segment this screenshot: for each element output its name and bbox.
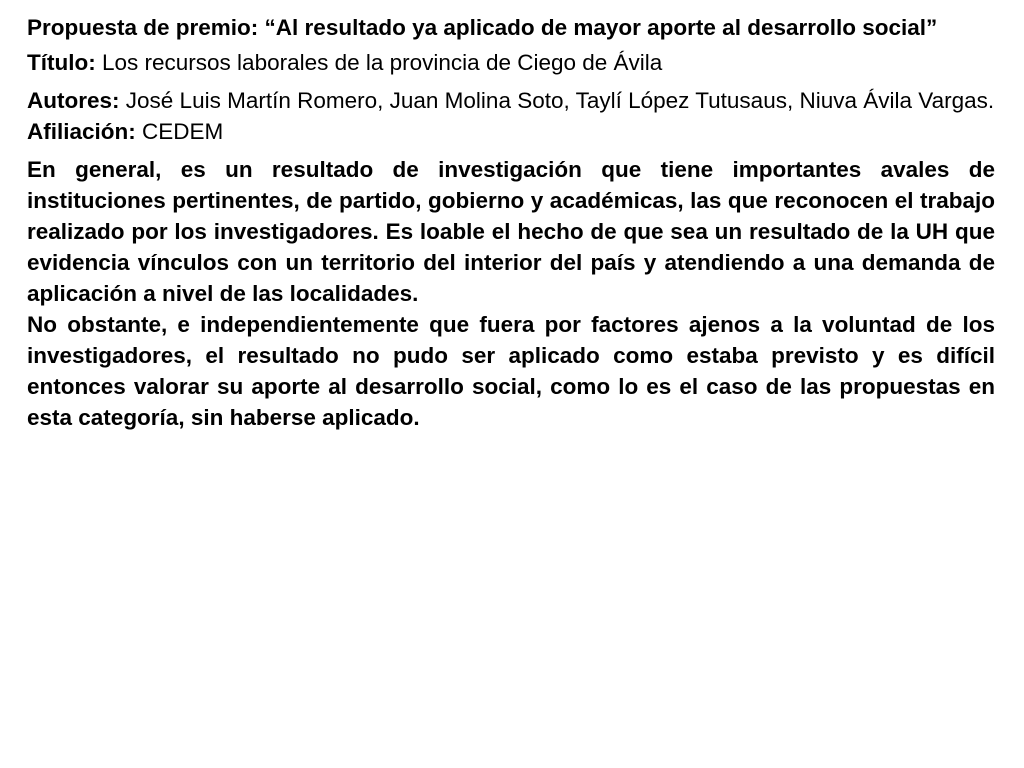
title-line (27, 47, 995, 78)
body-paragraph-2: No obstante, e independientemente que fuera por factores ajenos a la voluntad de los investigadores, el resultado no pudo ser aplicado como estaba previsto y es difícil entonces valorar su aporte al desarrollo social, como lo es el caso de las propuestas en esta categoría, sin haberse aplicado. (27, 312, 995, 430)
proposal-heading: Propuesta de premio: “Al resultado ya aplicado de mayor aporte al desarrollo social” (27, 15, 938, 40)
affiliation-label: Afiliación: (27, 119, 136, 144)
title-label: Título: (27, 50, 96, 75)
authors-line (27, 85, 995, 116)
affiliation-line (27, 116, 995, 147)
body-paragraph-1: En general, es un resultado de investigación que tiene importantes avales de instituciones pertinentes, de partido, gobierno y académicas, las que reconocen el trabajo realizado por los investigadores. Es loable el hecho de que sea un resultado de la UH que evidencia vínculos con un territorio del interior del país y atendiendo a una demanda de aplicación a nivel de las localidades. (27, 157, 995, 306)
authors-label: Autores: (27, 88, 120, 113)
title-value: Los recursos laborales de la provincia de Ciego de Ávila (102, 50, 663, 75)
authors-value: José Luis Martín Romero, Juan Molina Soto, Taylí López Tutusaus, Niuva Ávila Vargas. (125, 88, 995, 113)
affiliation-value: CEDEM (142, 119, 224, 144)
